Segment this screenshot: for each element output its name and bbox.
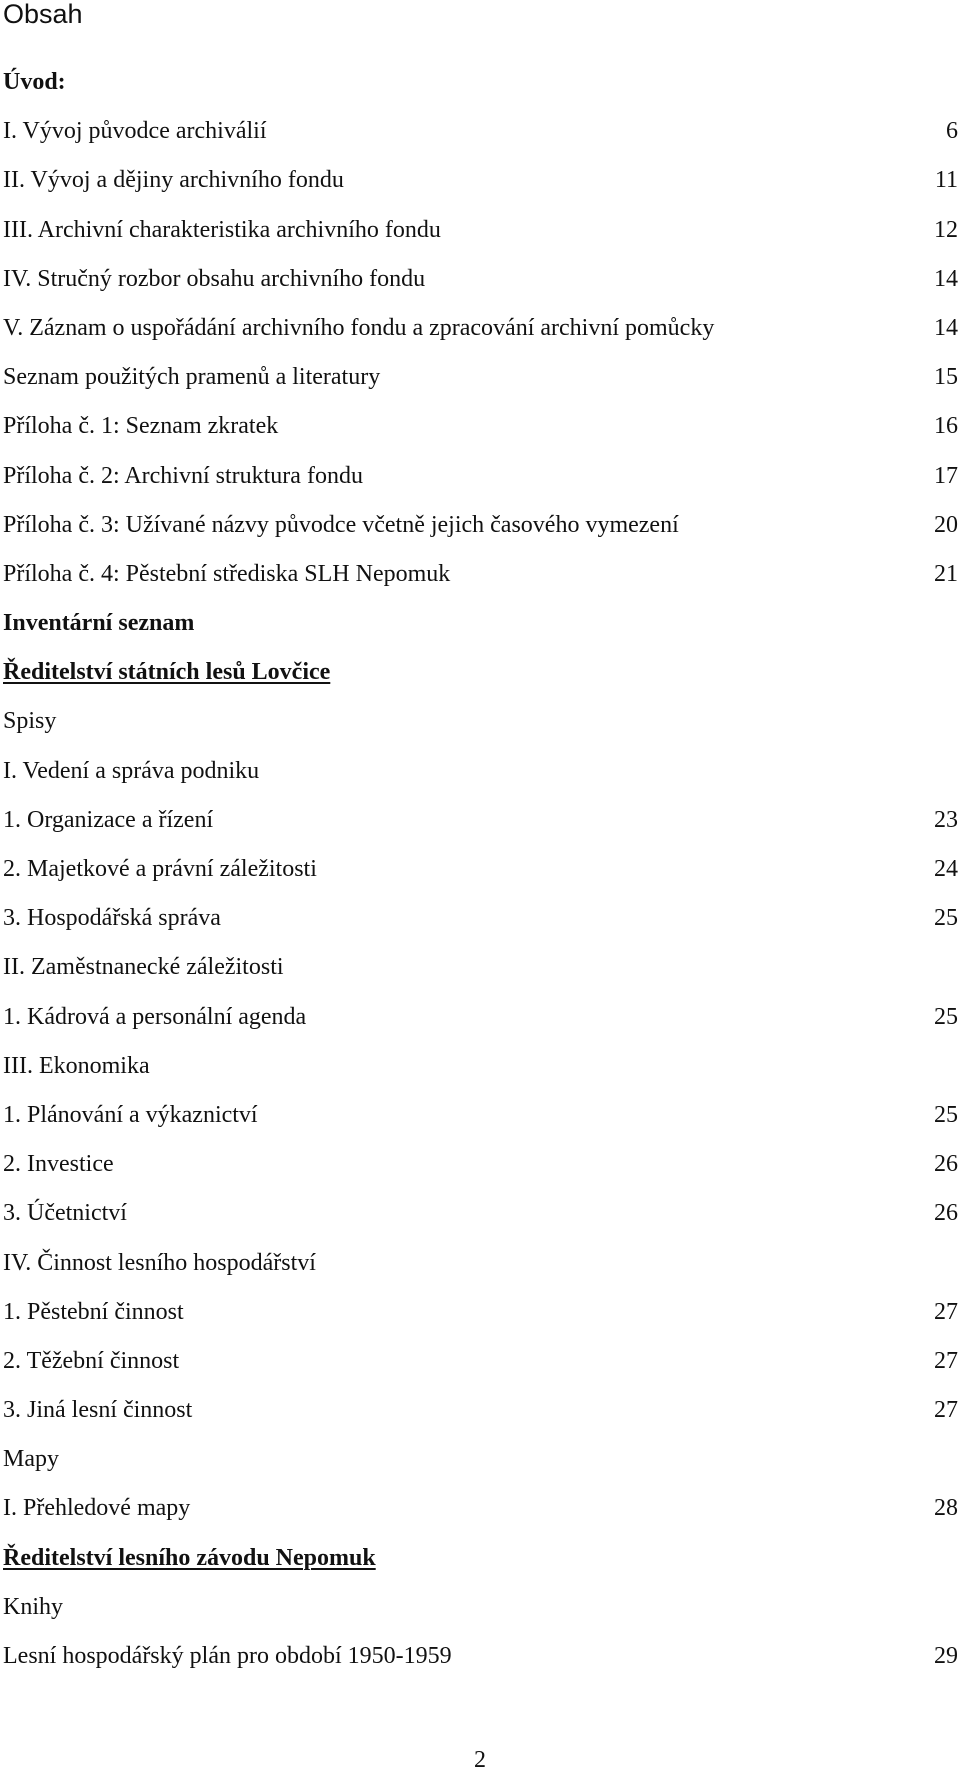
toc-entry-page: 25 xyxy=(934,1003,958,1030)
toc-entry-page: 25 xyxy=(934,1101,958,1128)
toc-entry xyxy=(3,1392,958,1441)
toc-entry-label: 1. Organizace a řízení xyxy=(3,806,214,833)
toc-entry-page: 25 xyxy=(934,905,958,932)
page-title: Obsah xyxy=(3,0,83,29)
toc-entry xyxy=(3,1638,958,1687)
toc-entry xyxy=(3,900,958,949)
toc-entry xyxy=(3,1441,958,1490)
toc-entry-label: Knihy xyxy=(3,1593,63,1620)
toc-entry-label: Ředitelství lesního závodu Nepomuk xyxy=(3,1544,376,1571)
toc-entry xyxy=(3,654,958,703)
toc-entry-label: V. Záznam o uspořádání archivního fondu a zpracování archivní pomůcky xyxy=(3,314,715,341)
toc-entry-label: IV. Činnost lesního hospodářství xyxy=(3,1249,316,1276)
toc-entry-label: Mapy xyxy=(3,1446,59,1473)
toc-entry xyxy=(3,753,958,802)
toc-entry xyxy=(3,162,958,211)
toc-entry-page: 26 xyxy=(934,1200,958,1227)
toc-entry-page: 29 xyxy=(934,1643,958,1669)
toc-entry-label: I. Vedení a správa podniku xyxy=(3,757,260,784)
toc-entry xyxy=(3,359,958,408)
toc-entry xyxy=(3,1146,958,1195)
toc-entry-label: Spisy xyxy=(3,708,57,735)
toc-entry-label: Úvod: xyxy=(3,69,66,95)
table-of-contents xyxy=(3,64,958,1687)
toc-entry xyxy=(3,261,958,310)
toc-entry xyxy=(3,1195,958,1244)
toc-entry-label: Příloha č. 4: Pěstební střediska SLH Nepomuk xyxy=(3,560,451,587)
toc-entry-page: 14 xyxy=(934,265,958,292)
toc-entry-page: 21 xyxy=(934,560,958,587)
toc-entry xyxy=(3,703,958,752)
toc-entry xyxy=(3,802,958,851)
toc-entry-page: 6 xyxy=(946,118,958,145)
toc-entry-label: 1. Pěstební činnost xyxy=(3,1298,184,1325)
toc-entry xyxy=(3,1540,958,1589)
toc-entry-label: Příloha č. 1: Seznam zkratek xyxy=(3,413,279,440)
toc-entry xyxy=(3,556,958,605)
toc-entry-label: 3. Jiná lesní činnost xyxy=(3,1397,193,1424)
toc-entry-page: 27 xyxy=(934,1347,958,1374)
toc-entry-label: 3. Účetnictví xyxy=(3,1200,127,1227)
toc-entry-page: 27 xyxy=(934,1298,958,1325)
toc-entry-page: 28 xyxy=(934,1495,958,1522)
toc-entry xyxy=(3,212,958,261)
toc-entry-label: 3. Hospodářská správa xyxy=(3,905,221,932)
toc-entry-label: II. Zaměstnanecké záležitosti xyxy=(3,954,284,981)
toc-entry xyxy=(3,851,958,900)
toc-entry xyxy=(3,1589,958,1638)
toc-entry-label: Seznam použitých pramenů a literatury xyxy=(3,364,381,391)
toc-entry-label: Inventární seznam xyxy=(3,610,195,637)
toc-entry xyxy=(3,408,958,457)
toc-entry xyxy=(3,310,958,359)
toc-entry xyxy=(3,507,958,556)
toc-entry xyxy=(3,1490,958,1539)
toc-entry-label: 2. Majetkové a právní záležitosti xyxy=(3,856,317,882)
toc-entry-label: Příloha č. 2: Archivní struktura fondu xyxy=(3,462,363,489)
toc-entry xyxy=(3,1048,958,1097)
toc-entry-label: 2. Investice xyxy=(3,1151,114,1178)
toc-entry-page: 20 xyxy=(934,511,958,538)
toc-entry xyxy=(3,999,958,1048)
toc-entry-page: 17 xyxy=(934,462,958,489)
toc-entry-page: 24 xyxy=(934,856,958,882)
toc-entry-page: 16 xyxy=(934,413,958,440)
toc-entry-label: III. Archivní charakteristika archivního fondu xyxy=(3,216,441,243)
toc-entry xyxy=(3,949,958,998)
toc-entry-label: Ředitelství státních lesů Lovčice xyxy=(3,659,331,686)
toc-entry-page: 11 xyxy=(934,167,958,194)
toc-entry xyxy=(3,1245,958,1294)
toc-entry-page: 14 xyxy=(934,314,958,341)
toc-entry-label: II. Vývoj a dějiny archivního fondu xyxy=(3,167,344,194)
toc-entry xyxy=(3,64,958,113)
toc-entry xyxy=(3,113,958,162)
toc-entry-label: 1. Kádrová a personální agenda xyxy=(3,1003,307,1030)
toc-entry-page: 26 xyxy=(934,1151,958,1178)
toc-entry xyxy=(3,605,958,654)
toc-entry-page: 15 xyxy=(934,364,958,391)
toc-entry-page: 27 xyxy=(934,1397,958,1424)
toc-entry-label: Příloha č. 3: Užívané názvy původce včetně jejich časového vymezení xyxy=(3,511,679,538)
toc-entry-page: 23 xyxy=(934,806,958,833)
toc-entry-label: I. Přehledové mapy xyxy=(3,1495,191,1522)
toc-entry-label: Lesní hospodářský plán pro období 1950-1959 xyxy=(3,1643,452,1669)
toc-entry-page: 12 xyxy=(934,216,958,243)
toc-entry-label: I. Vývoj původce archiválií xyxy=(3,118,267,145)
toc-entry-label: IV. Stručný rozbor obsahu archivního fondu xyxy=(3,265,426,292)
toc-entry xyxy=(3,1343,958,1392)
toc-entry xyxy=(3,458,958,507)
toc-entry xyxy=(3,1294,958,1343)
toc-entry xyxy=(3,1097,958,1146)
page-number: 2 xyxy=(474,1747,486,1773)
toc-entry-label: III. Ekonomika xyxy=(3,1052,150,1079)
toc-entry-label: 2. Těžební činnost xyxy=(3,1347,180,1374)
toc-entry-label: 1. Plánování a výkaznictví xyxy=(3,1101,258,1128)
